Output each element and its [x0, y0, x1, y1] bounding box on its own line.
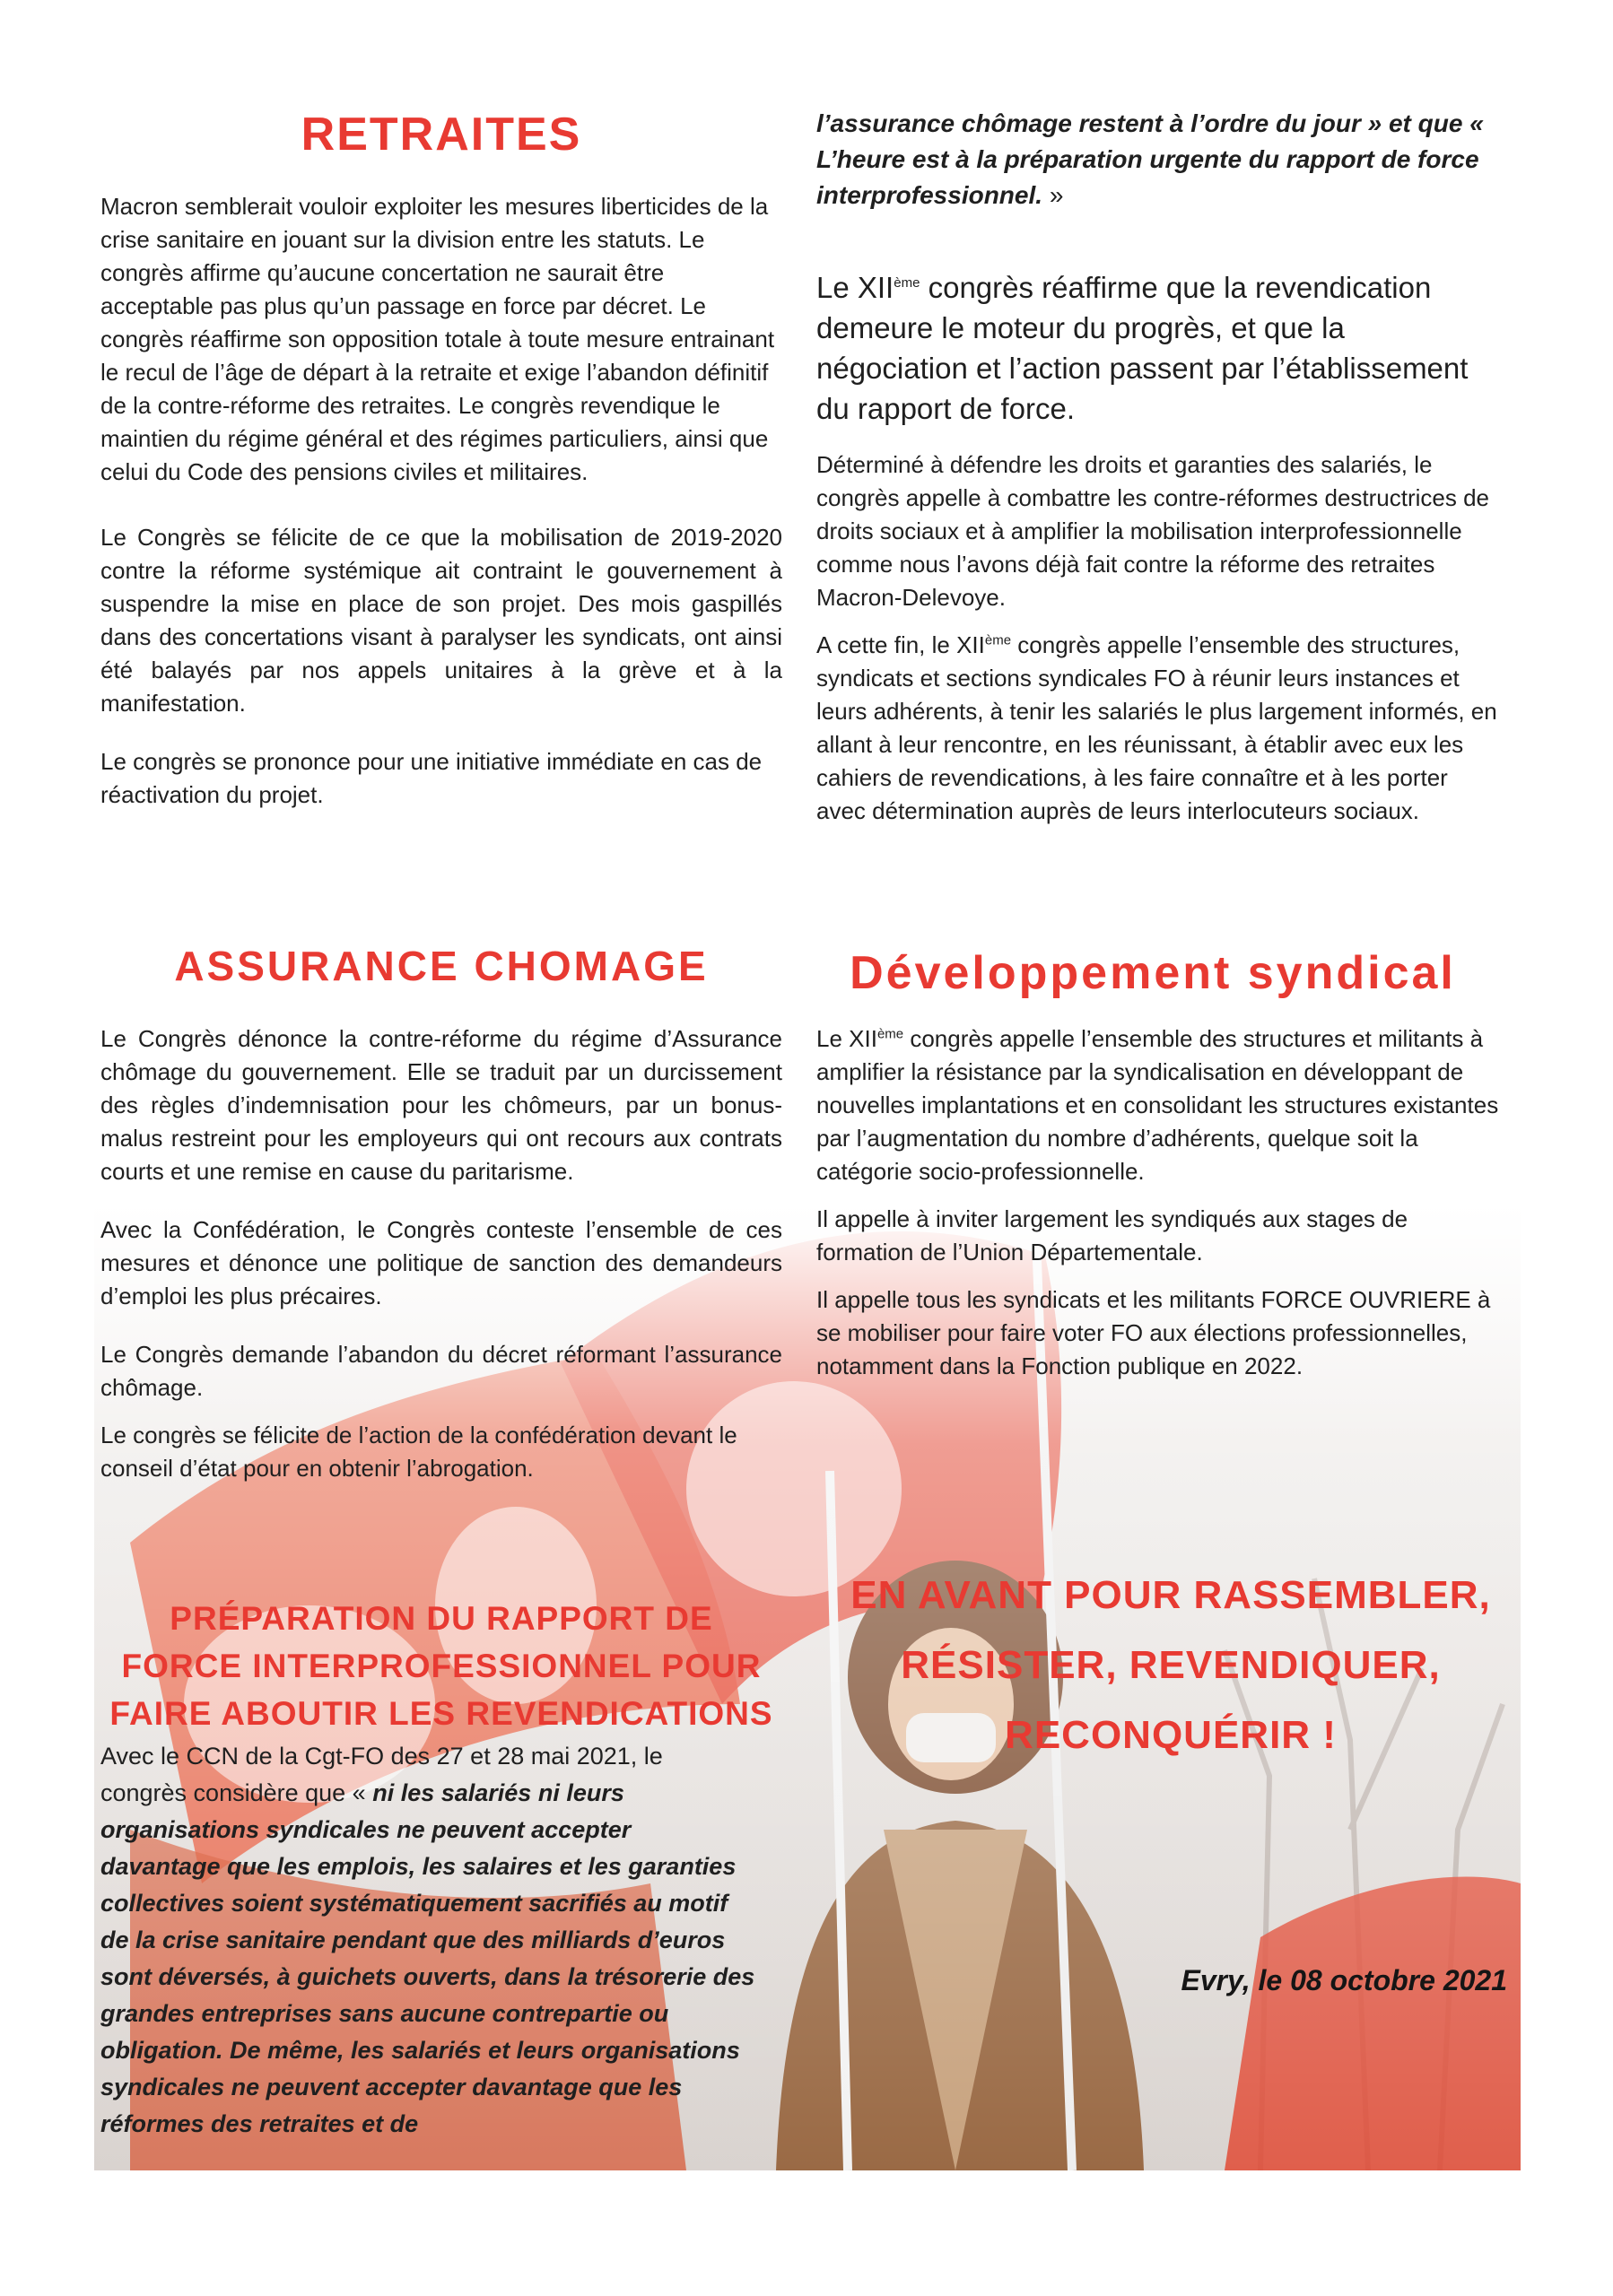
slogan-line-2: RÉSISTER, REVENDIQUER, [901, 1643, 1441, 1687]
developpement-paragraph-1 [816, 1022, 1503, 1188]
prep-intro: Avec le CCN de la Cgt-FO des 27 et 28 mai 2021, le congrès considère que « [100, 1743, 663, 1806]
chomage-paragraph-1: Le Congrès dénonce la contre-réforme du régime d’Assurance chômage du gouvernement. Elle se traduit par un durcissement des règles d’indemnisation pour les chômeurs, par un bonus-malus restreint pour les employeurs qui ont recours aux contrats courts et une remise en cause du paritarisme. [100, 1025, 782, 1185]
ordinal-suffix: ème [894, 275, 920, 291]
preparation-paragraph [100, 1738, 755, 2143]
right-top-paragraph-1: Déterminé à défendre les droits et garanties des salariés, le congrès appelle à combattre les contre-réformes destructrices de droits sociaux et à amplifier la mobilisation interprofessionnelle comme nous l’avons déjà fait contre la réforme des retraites Macron-Delevoye. [816, 451, 1490, 611]
developpement-column [816, 1022, 1503, 1408]
preparation-column [100, 1738, 755, 2168]
retraites-paragraph-2: Le Congrès se félicite de ce que la mobilisation de 2019-2020 contre la réforme systémique ait contraint le gouvernement à suspendre la mise en place de son projet. Des mois gaspillés dans des concertations visant à paralyser les syndicats, ont ainsi été balayés par nos appels unitaires à la grève et à la manifestation. [100, 524, 782, 717]
section-title-preparation [100, 1595, 782, 1737]
ccn-quote-close: » [1042, 181, 1064, 209]
section-title-assurance-chomage: ASSURANCE CHOMAGE [174, 943, 709, 989]
retraites-column [100, 190, 782, 837]
signature-date: Evry, le 08 octobre 2021 [1181, 1964, 1507, 1996]
chomage-column [100, 1022, 782, 1510]
chomage-paragraph-4: Le congrès se félicite de l’action de la confédération devant le conseil d’état pour en obtenir l’abrogation. [100, 1422, 737, 1482]
reaffirmation-statement [816, 267, 1503, 429]
p2-text: congrès appelle l’ensemble des structures, syndicats et sections syndicales FO à réunir leurs instances et leurs adhérents, à tenir les salariés le plus largement informés, en allant à leur rencontre, en les réunissant, à établir avec eux les cahiers de revendications, à les faire connaître et à les porter avec détermination auprès de leurs interlocuteurs sociaux. [816, 631, 1497, 824]
closing-slogan [812, 1561, 1530, 1770]
developpement-paragraph-2: Il appelle à inviter largement les syndiqués aux stages de formation de l’Union Départementale. [816, 1205, 1408, 1265]
chomage-paragraph-3: Le Congrès demande l’abandon du décret réformant l’assurance chômage. [100, 1341, 782, 1401]
chomage-paragraph-2: Avec la Confédération, le Congrès conteste l’ensemble de ces mesures et dénonce une politique de sanction des demandeurs d’emploi les plus précaires. [100, 1216, 782, 1309]
dev-ordinal-suffix: ème [876, 1026, 904, 1042]
dev-prefix: Le XII [816, 1025, 877, 1052]
slogan-line-3: RECONQUÉRIR ! [1005, 1713, 1337, 1757]
p2-ordinal-suffix: ème [984, 632, 1012, 648]
slogan-line-1: EN AVANT POUR RASSEMBLER, [850, 1573, 1491, 1617]
retraites-paragraph-1: Macron semblerait vouloir exploiter les mesures liberticides de la crise sanitaire en jouant sur la division entre les statuts. Le congrès affirme qu’aucune concertation ne saurait être acceptable pas plus qu’un passage en force par décret. Le congrès réaffirme son opposition totale à toute mesure entrainant le recul de l’âge de départ à la retraite et exige l’abandon définitif de la contre-réforme des retraites. Le congrès revendique le maintien du régime général et des régimes particuliers, ainsi que celui du Code des pensions civiles et militaires. [100, 193, 775, 485]
section-title-developpement-syndical: Développement syndical [850, 947, 1456, 999]
prep-title-line-2: FORCE INTERPROFESSIONNEL POUR [121, 1648, 762, 1684]
prep-quote: ni les salariés ni leurs organisations syndicales ne peuvent accepter davantage que les emplois, les salaires et les garanties collectives soient systématiquement sacrifiés au motif de la crise sanitaire pendant que des milliards d’euros sont déversés, à guichets ouverts, dans la trésorerie des grandes entreprises sans aucune contrepartie ou obligation. De même, les salariés et leurs organisations syndicales ne peuvent accepter davantage que les réformes des retraites et de [100, 1779, 755, 2137]
p2-prefix: A cette fin, le XII [816, 631, 985, 658]
developpement-paragraph-3: Il appelle tous les syndicats et les militants FORCE OUVRIERE à se mobiliser pour faire voter FO aux élections professionnelles, notamment dans la Fonction publique en 2022. [816, 1286, 1491, 1379]
ccn-quote-text: l’assurance chômage restent à l’ordre du jour » et que « L’heure est à la préparation urgente du rapport de force interprofessionnel. [816, 109, 1484, 209]
reaffirmation-text: congrès réaffirme que la revendication demeure le moteur du progrès, et que la négociation et l’action passent par l’établissement du rapport de force. [816, 271, 1469, 425]
right-top-paragraph-2 [816, 629, 1503, 828]
retraites-paragraph-3: Le congrès se prononce pour une initiative immédiate en cas de réactivation du projet. [100, 748, 763, 808]
right-top-column [816, 106, 1503, 853]
prep-title-line-3: FAIRE ABOUTIR LES REVENDICATIONS [109, 1695, 773, 1732]
ccn-quote-continuation [816, 106, 1503, 213]
roman-numeral-prefix: Le XII [816, 271, 894, 304]
dev-text: congrès appelle l’ensemble des structures et militants à amplifier la résistance par la syndicalisation en développant de nouvelles implantations et en consolidant les structures existantes par l’augmentation du nombre d’adhérents, quelque soit la catégorie socio-professionnelle. [816, 1025, 1499, 1185]
section-title-retraites: RETRAITES [301, 109, 582, 161]
prep-title-line-1: PRÉPARATION DU RAPPORT DE [170, 1600, 713, 1637]
